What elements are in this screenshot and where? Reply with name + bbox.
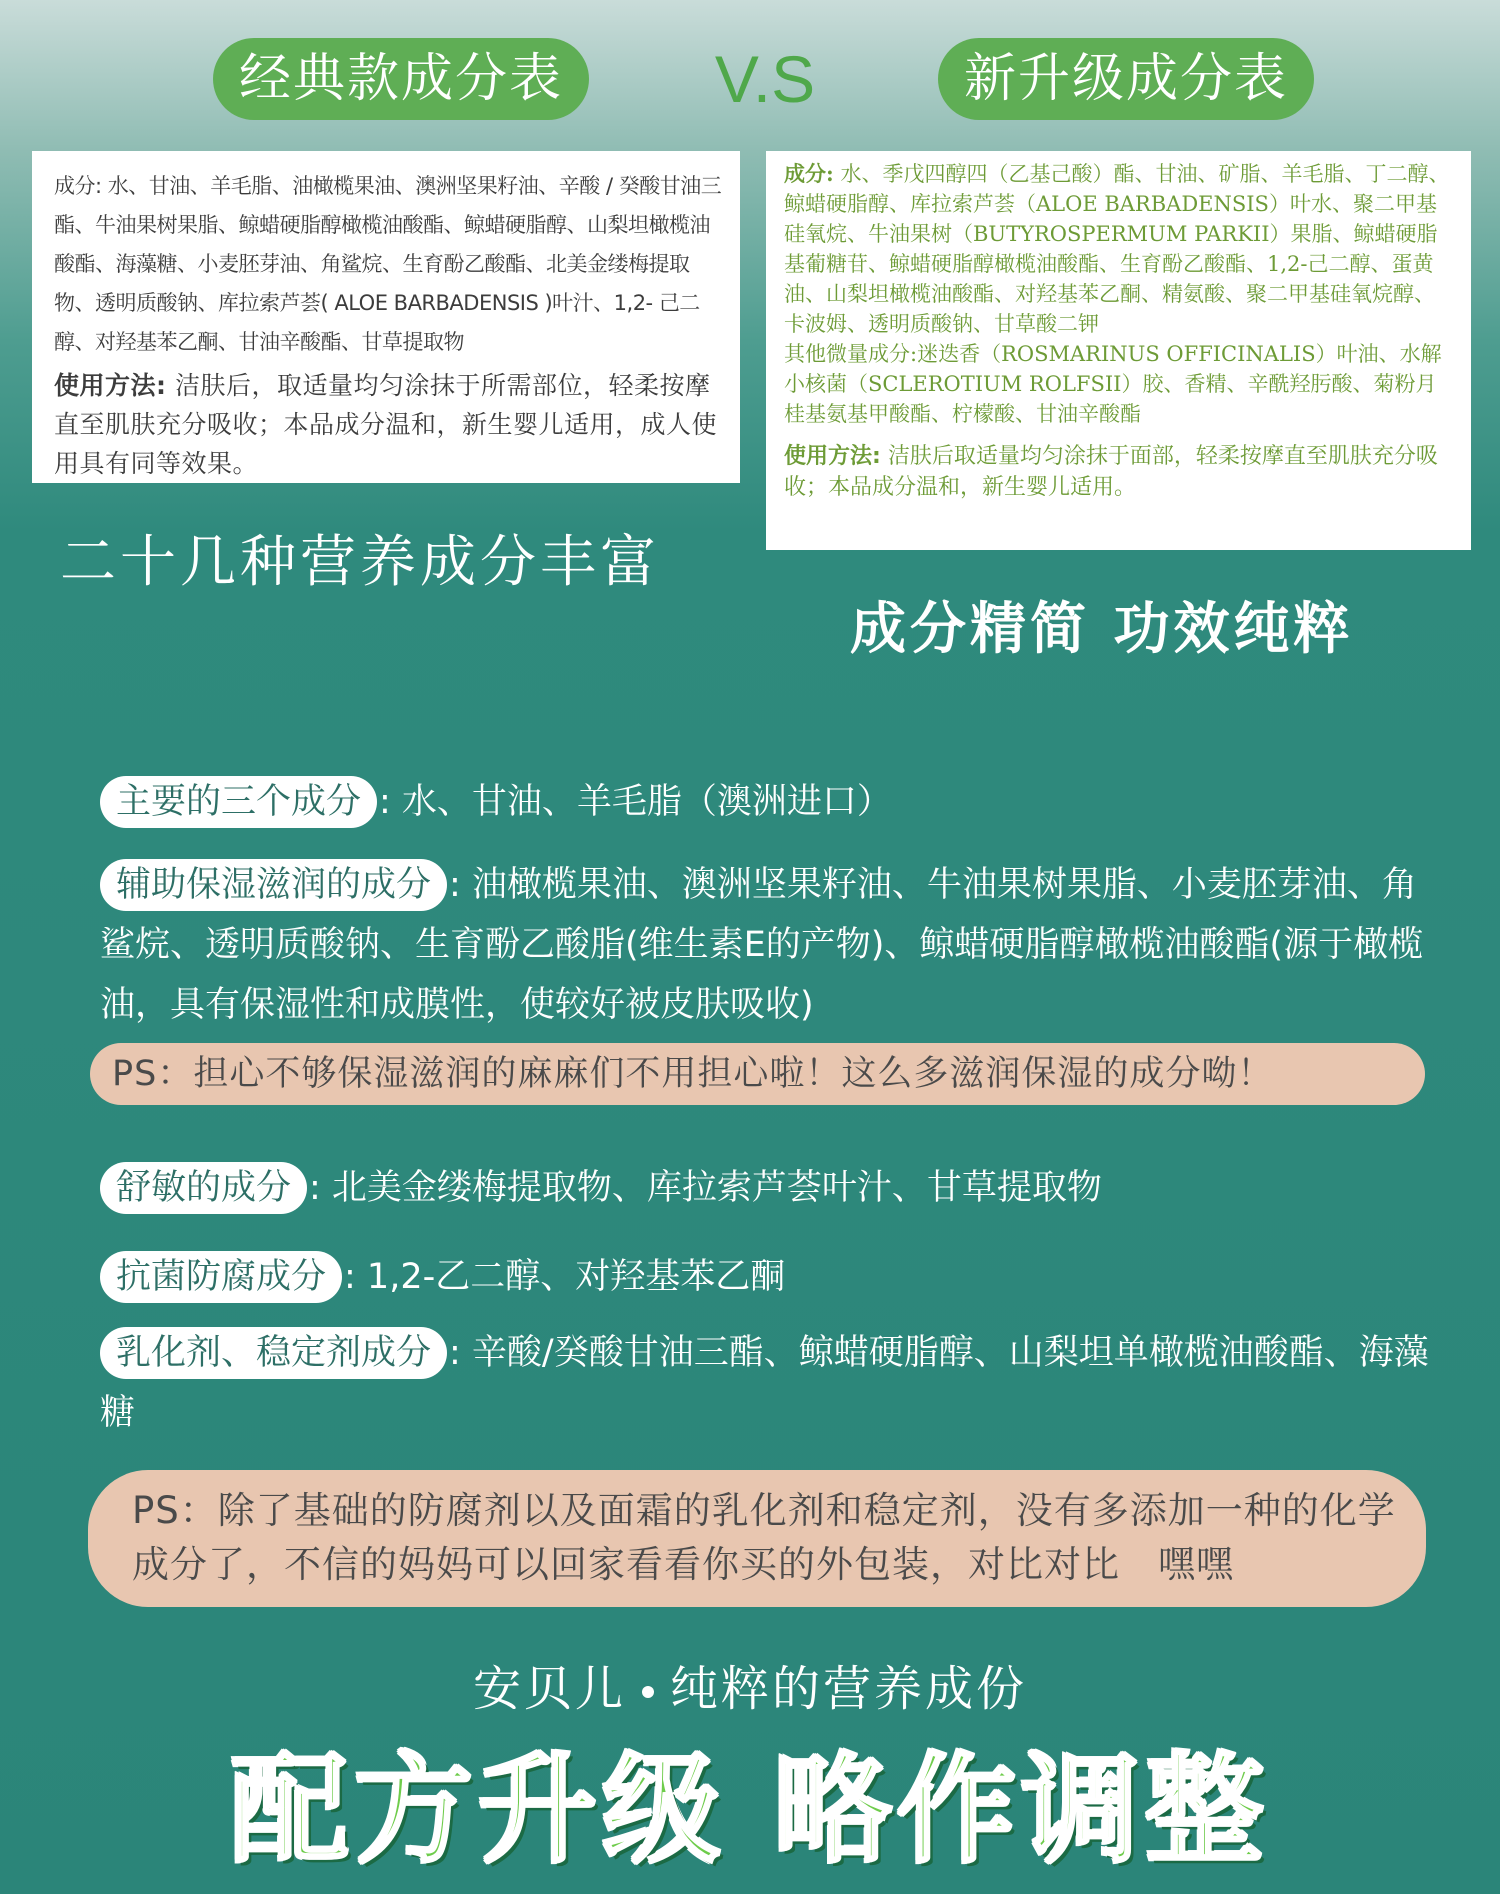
classic-ingredients-label: 成分: (54, 174, 102, 198)
text-antibacterial: : 1,2-乙二醇、对羟基苯乙酮 (344, 1257, 786, 1297)
new-trace-text: 迷迭香（ROSMARINUS OFFICINALIS）叶油、水解小核菌（SCLEROTIUM ROLFSII）胶、香精、辛酰羟肟酸、菊粉月桂基氨基甲酸酯、柠檬酸、甘油辛酸酯 (784, 342, 1442, 426)
slogan-left: 二十几种营养成分丰富 (60, 530, 660, 595)
tag-main: 主要的三个成分 (100, 776, 377, 828)
tag-antibacterial: 抗菌防腐成分 (100, 1251, 342, 1303)
brand-line (0, 1650, 1500, 1719)
row-main (100, 772, 1440, 832)
classic-ingredient-box (32, 151, 740, 483)
new-ingredients-text: 水、季戊四醇四（乙基己酸）酯、甘油、矿脂、羊毛脂、丁二醇、鲸蜡硬脂醇、库拉索芦荟（ALOE BARBADENSIS）叶水、聚二甲基硅氧烷、牛油果树（BUTYROSPERMUM PARKII）果脂、鲸蜡硬脂基葡糖苷、鲸蜡硬脂醇橄榄油酸酯、生育酚乙酸酯、1,2-己二醇、蛋黄油、山梨坦橄榄油酸酯、对羟基苯乙酮、精氨酸、聚二甲基硅氧烷醇、卡波姆、透明质酸钠、甘草酸二钾 (784, 162, 1450, 336)
text-emulsifier: : 辛酸/癸酸甘油三酯、鲸蜡硬脂醇、山梨坦单橄榄油酸酯、海藻糖 (100, 1333, 1429, 1433)
slogan-right: 成分精简 功效纯粹 (850, 597, 1354, 662)
new-usage-text: 洁肤后取适量均匀涂抹于面部，轻柔按摩直至肌肤充分吸收；本品成分温和，新生婴儿适用。 (784, 444, 1438, 500)
classic-title: 经典款成分表 (213, 38, 589, 120)
new-trace (784, 339, 1455, 429)
ps-note-2: PS：除了基础的防腐剂以及面霜的乳化剂和稳定剂，没有多添加一种的化学成分了，不信的妈妈可以回家看看你买的外包装，对比对比 嘿嘿 (88, 1470, 1426, 1607)
classic-usage-label: 使用方法: (54, 371, 167, 400)
new-usage (784, 441, 1455, 503)
new-ingredients (784, 159, 1455, 339)
row-emulsifier (100, 1323, 1440, 1443)
classic-usage-text: 洁肤后，取适量均匀涂抹于所需部位，轻柔按摩直至肌肤充分吸收；本品成分温和，新生婴儿适用，成人使用具有同等效果。 (54, 371, 718, 478)
vs-label: V.S (714, 42, 816, 116)
new-ingredient-box (766, 151, 1471, 550)
row-antibacterial (100, 1247, 1440, 1307)
new-trace-label: 其他微量成分: (784, 342, 918, 366)
brand-name: 安贝儿 (472, 1661, 626, 1717)
final-headline: 配方升级 略作调整 (230, 1741, 1270, 1879)
text-soothe: : 北美金缕梅提取物、库拉索芦荟叶汁、甘草提取物 (309, 1168, 1102, 1208)
ps-note-1: PS：担心不够保湿滋润的麻麻们不用担心啦！这么多滋润保湿的成分呦！ (90, 1043, 1425, 1105)
brand-tagline: 纯粹的营养成份 (670, 1661, 1028, 1717)
new-title: 新升级成分表 (938, 38, 1314, 120)
tag-moisture: 辅助保湿滋润的成分 (100, 859, 447, 911)
row-soothe (100, 1158, 1440, 1218)
tag-emulsifier: 乳化剂、稳定剂成分 (100, 1327, 447, 1379)
text-moisture: : 油橄榄果油、澳洲坚果籽油、牛油果树果脂、小麦胚芽油、角鲨烷、透明质酸钠、生育酚乙酸脂(维生素E的产物)、鲸蜡硬脂醇橄榄油酸酯(源于橄榄油，具有保湿性和成膜性，使较好被皮肤吸收) (100, 865, 1424, 1025)
tag-soothe: 舒敏的成分 (100, 1162, 307, 1214)
bullet-dot-icon (642, 1686, 654, 1698)
new-usage-label: 使用方法: (784, 444, 881, 469)
classic-ingredients (54, 167, 722, 362)
text-main: : 水、甘油、羊毛脂（澳洲进口） (379, 782, 892, 822)
row-moisture (100, 855, 1440, 1035)
classic-usage (54, 366, 722, 483)
classic-ingredients-text: 水、甘油、羊毛脂、油橄榄果油、澳洲坚果籽油、辛酸 / 癸酸甘油三酯、牛油果树果脂、鲸蜡硬脂醇橄榄油酸酯、鲸蜡硬脂醇、山梨坦橄榄油酸酯、海藻糖、小麦胚芽油、角鲨烷、生育酚乙酸酯、北美金缕梅提取物、透明质酸钠、库拉索芦荟( ALOE BARBADENSIS )叶汁、1,2- 己二醇、对羟基苯乙酮、甘油辛酸酯、甘草提取物 (54, 174, 722, 354)
new-ingredients-label: 成分: (784, 161, 834, 186)
